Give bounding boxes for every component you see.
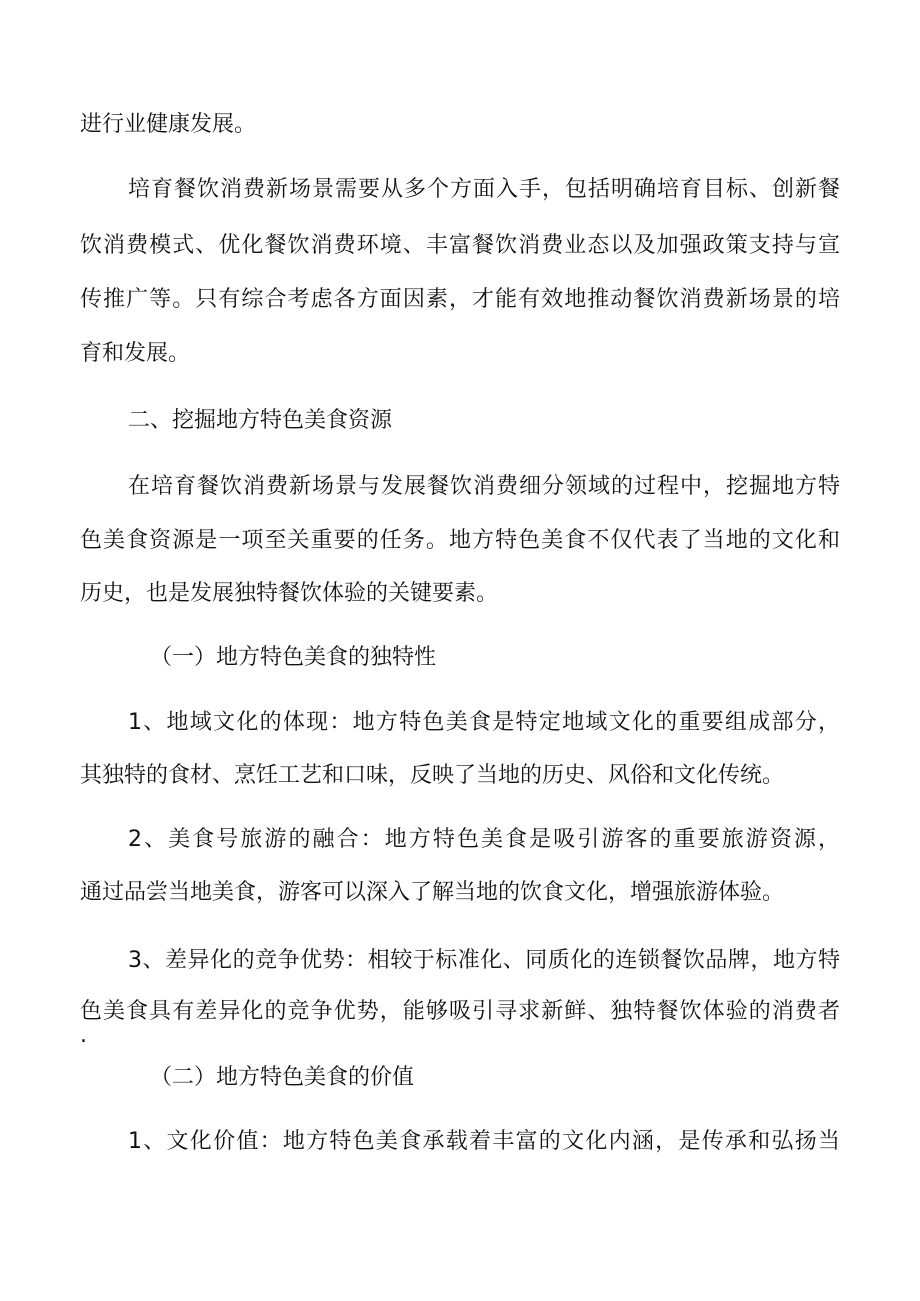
list-item-line: 通过品尝当地美食，游客可以深入了解当地的饮食文化，增强旅游体验。 — [80, 880, 785, 905]
list-item-line: 色美食具有差异化的竞争优势，能够吸引寻求新鲜、独特餐饮体验的消费者 — [80, 999, 840, 1024]
paragraph-line: 历史，也是发展独特餐饮体验的关键要素。 — [80, 581, 499, 606]
section-heading: 二、挖掘地方特色美食资源 — [128, 408, 393, 433]
list-item-line: 1、文化价值：地方特色美食承载着丰富的文化内涵，是传承和弘扬当 — [128, 1129, 840, 1154]
paragraph-line: 在培育餐饮消费新场景与发展餐饮消费细分领域的过程中，挖掘地方特 — [128, 474, 840, 499]
subsection-heading: （一）地方特色美食的独特性 — [150, 645, 437, 670]
list-item-line: 1、地域文化的体现：地方特色美食是特定地域文化的重要组成部分， — [128, 710, 840, 735]
paragraph-line: 传推广等。只有综合考虑各方面因素，才能有效地推动餐饮消费新场景的培 — [80, 287, 840, 312]
paragraph-line: 进行业健康发展。 — [80, 112, 257, 137]
list-item-line: 2、美食号旅游的融合：地方特色美食是吸引游客的重要旅游资源， — [128, 827, 840, 852]
paragraph-line: 培育餐饮消费新场景需要从多个方面入手，包括明确培育目标、创新餐 — [128, 177, 840, 202]
paragraph-line: 饮消费模式、优化餐饮消费环境、丰富餐饮消费业态以及加强政策支持与宣 — [80, 233, 840, 258]
list-item-line: 3、差异化的竞争优势：相较于标准化、同质化的连锁餐饮品牌，地方特 — [128, 948, 840, 973]
paragraph-line: 色美食资源是一项至关重要的任务。地方特色美食不仅代表了当地的文化和 — [80, 528, 840, 553]
subsection-heading: （二）地方特色美食的价值 — [150, 1065, 415, 1090]
paragraph-line: 育和发展。 — [80, 341, 191, 366]
trailing-period: . — [80, 1025, 87, 1047]
list-item-line: 其独特的食材、烹饪工艺和口味，反映了当地的历史、风俗和文化传统。 — [80, 763, 785, 788]
